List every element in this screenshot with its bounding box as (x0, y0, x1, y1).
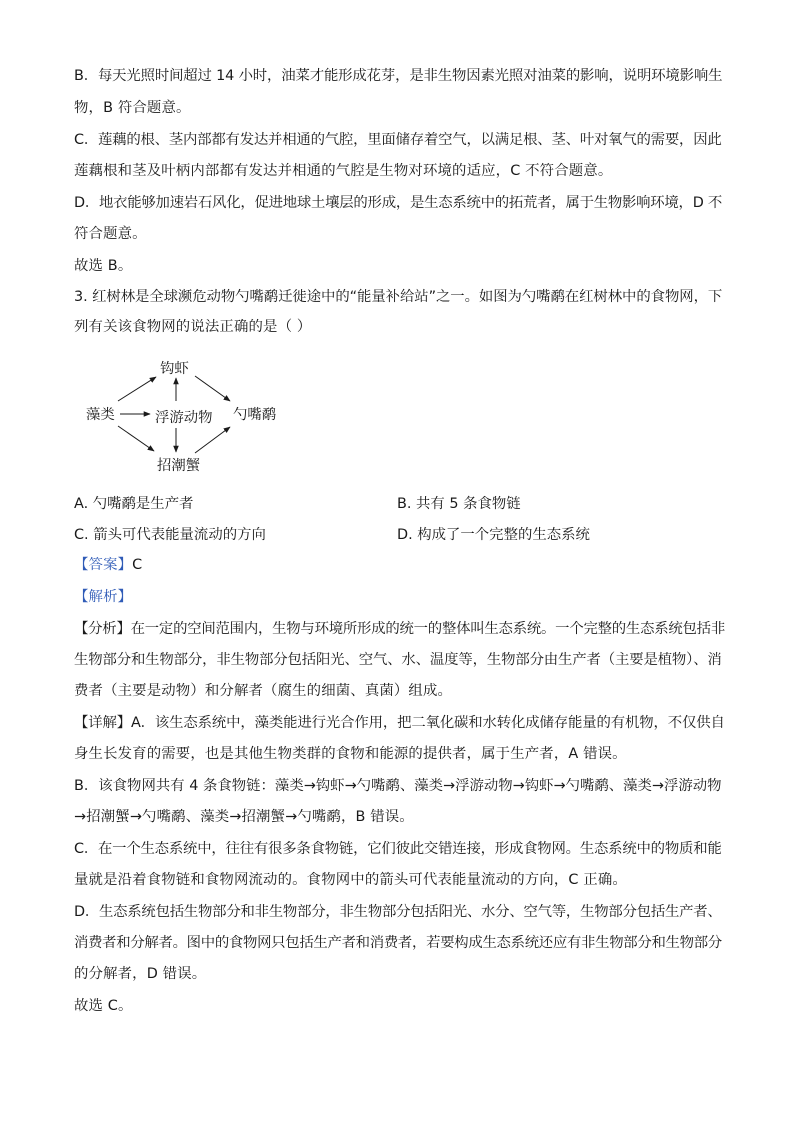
analysis-heading (74, 587, 132, 607)
option-c: C. 箭头可代表能量流动的方向 (74, 527, 266, 543)
analysis-line (74, 619, 725, 639)
option-d: D. 构成了一个完整的生态系统 (397, 527, 590, 543)
analysis-label: 【分析】 (74, 621, 131, 637)
detail-line: →招潮蟹→勺嘴鹬、藻类→招潮蟹→勺嘴鹬，B 错误。 (74, 809, 414, 825)
node-zooplankton: 浮游动物 (155, 410, 213, 426)
text-line: D．地衣能够加速岩石风化，促进地球土壤层的形成，是生态系统中的拓荒者，属于生物影响环境，D 不 (74, 195, 722, 211)
text-line: C．莲藕的根、茎内部都有发达并相通的气腔，里面储存着空气，以满足根、茎、叶对氧气的需要，因此 (74, 132, 722, 148)
question-stem: 3. 红树林是全球濒危动物勺嘴鹬迁徙途中的“能量补给站”之一。如图为勺嘴鹬在红树林中的食物网，下 (74, 289, 723, 305)
detail-line: D．生态系统包括生物部分和非生物部分，非生物部分包括阳光、水分、空气等，生物部分包括生产者、 (74, 904, 722, 920)
analysis-heading-label: 【解析】 (74, 589, 133, 605)
text-line: 物，B 符合题意。 (74, 100, 191, 116)
text-line: 符合题意。 (74, 226, 147, 242)
text-line: 故选 B。 (74, 258, 133, 274)
detail-line: 的分解者，D 错误。 (74, 966, 207, 982)
text-line: B．每天光照时间超过 14 小时，油菜才能形成花芽，是非生物因素光照对油菜的影响，说明环境影响生 (74, 68, 723, 84)
node-shrimp: 钩虾 (160, 361, 189, 377)
arrow-algae-crab (118, 426, 154, 451)
detail-line: 故选 C。 (74, 998, 133, 1014)
question-stem: 列有关该食物网的说法正确的是（ ） (74, 319, 312, 335)
answer-label: 【答案】 (74, 557, 133, 573)
arrow-crab-sandpiper (195, 427, 230, 453)
answer-value: C (132, 557, 143, 573)
detail-line: 身生长发育的需要，也是其他生物类群的食物和能源的提供者，属于生产者，A 错误。 (74, 746, 627, 762)
detail-line: 量就是沿着食物链和食物网流动的。食物网中的箭头可代表能量流动的方向，C 正确。 (74, 872, 627, 888)
analysis-line: 生物部分和生物部分，非生物部分包括阳光、空气、水、温度等，生物部分由生产者（主要是植物）、消 (74, 652, 722, 668)
detail-line (74, 713, 725, 733)
detail-line: C．在一个生态系统中，往往有很多条食物链，它们彼此交错连接，形成食物网。生态系统中的物质和能 (74, 841, 722, 857)
analysis-line: 费者（主要是动物）和分解者（腐生的细菌、真菌）组成。 (74, 683, 453, 699)
detail-text: A．该生态系统中，藻类能进行光合作用，把二氧化碳和水转化成储存能量的有机物，不仅供自 (130, 715, 725, 731)
arrow-shrimp-sandpiper (195, 376, 230, 401)
node-sandpiper: 勺嘴鹬 (233, 407, 277, 423)
detail-label: 【详解】 (74, 715, 131, 731)
node-algae: 藻类 (86, 407, 115, 423)
detail-line: B．该食物网共有 4 条食物链：藻类→钩虾→勺嘴鹬、藻类→浮游动物→钩虾→勺嘴鹬、藻类→浮游动物 (74, 778, 722, 794)
text-line: 莲藕根和茎及叶柄内部都有发达并相通的气腔是生物对环境的适应，C 不符合题意。 (74, 163, 613, 179)
node-crab: 招潮蟹 (157, 458, 201, 474)
arrow-algae-shrimp (118, 377, 156, 401)
detail-line: 消费者和分解者。图中的食物网只包括生产者和消费者，若要构成生态系统还应有非生物部分和生物部分 (74, 935, 722, 951)
analysis-text: 在一定的空间范围内，生物与环境所形成的统一的整体叫生态系统。一个完整的生态系统包括非 (130, 621, 725, 637)
answer-line (74, 555, 142, 575)
option-a: A. 勺嘴鹬是生产者 (74, 496, 194, 512)
option-b: B. 共有 5 条食物链 (397, 496, 521, 512)
